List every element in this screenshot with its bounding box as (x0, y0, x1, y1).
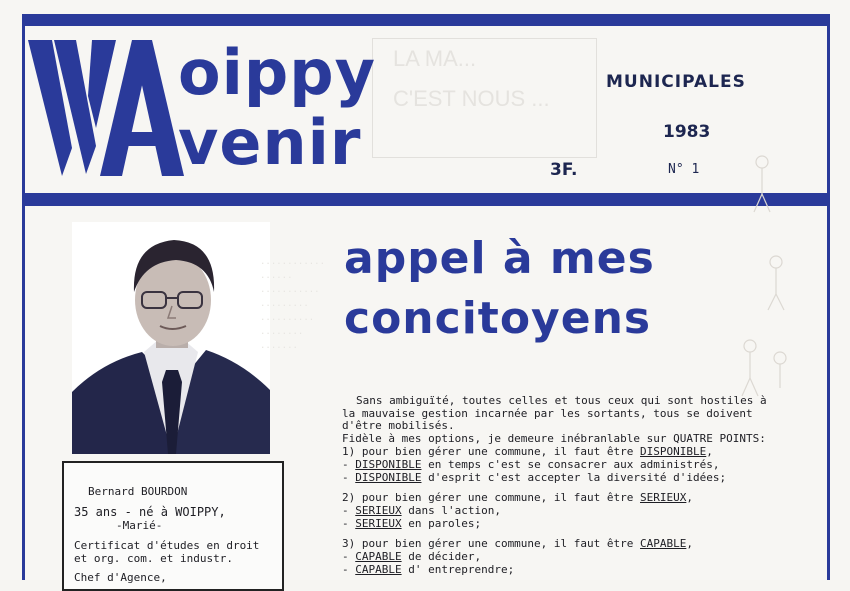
point-1b: - DISPONIBLE d'esprit c'est accepter la diversité d'idées; (342, 471, 727, 484)
edition-year: 1983 (663, 122, 711, 142)
show-through-text: ............ ...... ........... ......... .......... ........ ....... (260, 257, 326, 351)
bio-cert-line1: Certificat d'études en droit (74, 539, 260, 552)
point-2b: - SERIEUX en paroles; (342, 517, 482, 530)
article-line: Fidèle à mes options, je demeure inébranlable sur QUATRE POINTS: (342, 432, 766, 445)
left-border (22, 20, 25, 580)
faint-figures-illustration (736, 150, 796, 410)
bio-name: Bernard BOURDON (88, 485, 188, 498)
article-line: la mauvaise gestion incarnée par les sortants, tous se doivent (342, 407, 753, 420)
edition-label: MUNICIPALES (606, 72, 746, 92)
point-2a: - SERIEUX dans l'action, (342, 504, 501, 517)
bio-status: -Marié- (116, 519, 163, 532)
article-line: Sans ambiguïté, toutes celles et tous ceux qui sont hostiles à (356, 394, 767, 407)
article-line: d'être mobilisés. (342, 419, 455, 432)
point-3b: - CAPABLE d' entreprendre; (342, 563, 515, 576)
headline-line2: concitoyens (344, 293, 652, 344)
candidate-photo (72, 222, 270, 454)
point-3: 3) pour bien gérer une commune, il faut être CAPABLE, (342, 537, 693, 550)
show-through-box: LA MA... C'EST NOUS ... (372, 38, 597, 158)
masthead-title-line1: oippy (178, 36, 377, 109)
top-rule (22, 14, 830, 26)
issue-number: N° 1 (668, 162, 700, 177)
bio-age: 35 ans - né à WOIPPY, (74, 505, 226, 519)
point-3a: - CAPABLE de décider, (342, 550, 482, 563)
right-border (827, 20, 830, 580)
headline-line1: appel à mes (344, 233, 655, 284)
wa-logo (28, 36, 188, 184)
masthead-rule (22, 193, 830, 206)
masthead-title-line2: venir (178, 106, 362, 179)
bio-cert-line2: et org. com. et industr. (74, 552, 233, 565)
bio-job: Chef d'Agence, (74, 571, 167, 584)
point-1: 1) pour bien gérer une commune, il faut être DISPONIBLE, (342, 445, 713, 458)
point-1a: - DISPONIBLE en temps c'est se consacrer aux administrés, (342, 458, 720, 471)
price-label: 3F. (550, 160, 578, 180)
point-2: 2) pour bien gérer une commune, il faut être SERIEUX, (342, 491, 693, 504)
candidate-bio-box (62, 461, 284, 591)
